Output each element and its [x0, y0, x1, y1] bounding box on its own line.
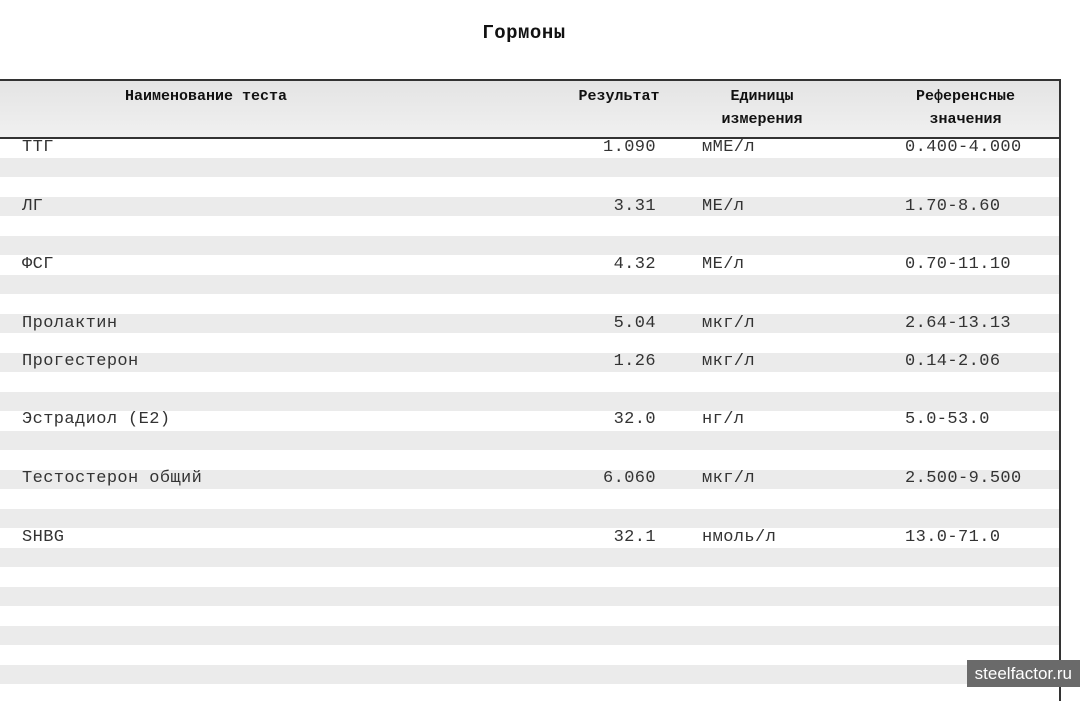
result-cell: 4.32: [613, 255, 656, 274]
result-cell: 32.1: [613, 528, 656, 547]
reference-cell: 13.0-71.0: [905, 528, 1001, 547]
table-row: [0, 255, 1059, 275]
units-cell: МЕ/л: [702, 197, 745, 216]
table-row: [0, 352, 1059, 372]
reference-cell: 5.0-53.0: [905, 410, 990, 429]
header-units-line2: измерения: [721, 111, 803, 128]
site-watermark: steelfactor.ru: [967, 660, 1080, 687]
reference-cell: 1.70-8.60: [905, 197, 1001, 216]
test-name-cell: Эстрадиол (E2): [22, 410, 171, 429]
table-row: [0, 197, 1059, 217]
result-cell: 6.060: [602, 469, 656, 488]
table-row: [0, 314, 1059, 334]
test-name-cell: Прогестерон: [22, 352, 139, 371]
table-row: [0, 138, 1059, 158]
test-name-cell: ЛГ: [22, 197, 44, 216]
test-name-cell: ТТГ: [22, 138, 54, 157]
units-cell: мкг/л: [702, 469, 756, 488]
reference-cell: 0.14-2.06: [905, 352, 1001, 371]
reference-cell: 2.500-9.500: [905, 469, 1022, 488]
result-cell: 5.04: [613, 314, 656, 333]
header-units-line1: Единицы: [730, 88, 794, 105]
units-cell: мкг/л: [702, 314, 756, 333]
test-name-cell: SHBG: [22, 528, 65, 547]
result-cell: 3.31: [613, 197, 656, 216]
header-reference-line2: значения: [929, 111, 1002, 128]
reference-cell: 2.64-13.13: [905, 314, 1012, 333]
units-cell: мМЕ/л: [702, 138, 756, 157]
result-cell: 32.0: [613, 410, 656, 429]
units-cell: нмоль/л: [702, 528, 777, 547]
table-row: [0, 410, 1059, 430]
test-name-cell: ФСГ: [22, 255, 54, 274]
result-cell: 1.26: [613, 352, 656, 371]
reference-cell: 0.70-11.10: [905, 255, 1012, 274]
test-name-cell: Тестостерон общий: [22, 469, 203, 488]
table-row: [0, 528, 1059, 548]
result-cell: 1.090: [602, 138, 656, 157]
table-row: [0, 469, 1059, 489]
units-cell: МЕ/л: [702, 255, 745, 274]
page-title: Гормоны: [482, 22, 566, 44]
units-cell: мкг/л: [702, 352, 756, 371]
units-cell: нг/л: [702, 410, 745, 429]
header-result: Результат: [578, 88, 660, 105]
header-test-name: Наименование теста: [124, 88, 288, 105]
header-reference-line1: Референсные: [915, 88, 1016, 105]
reference-cell: 0.400-4.000: [905, 138, 1022, 157]
test-name-cell: Пролактин: [22, 314, 118, 333]
